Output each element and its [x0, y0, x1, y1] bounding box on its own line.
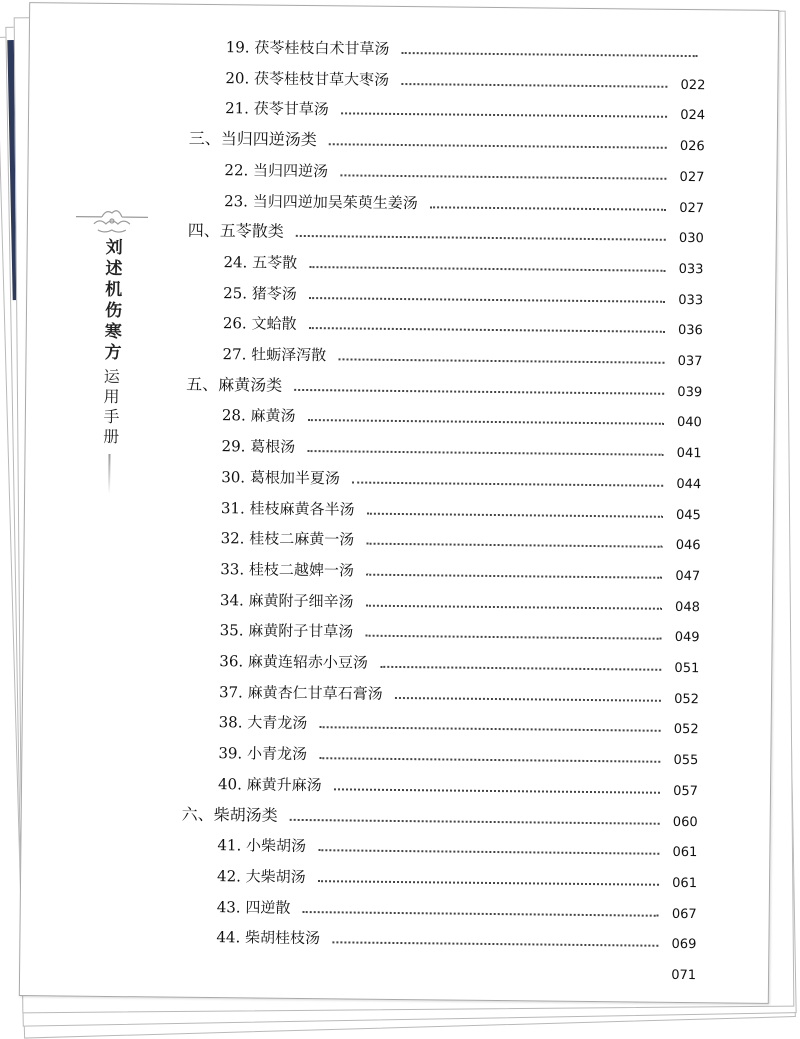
leader-dots	[365, 635, 661, 640]
toc-entry-row	[223, 250, 703, 277]
leader-dots	[318, 880, 659, 886]
leader-dots	[319, 727, 660, 733]
toc-category-row	[186, 372, 702, 399]
page-number: 044	[671, 477, 701, 492]
formula-title: 25. 猪苓汤	[223, 282, 297, 304]
page-number: 033	[673, 262, 703, 277]
toc-entry-row	[222, 404, 702, 431]
leader-dots	[319, 757, 660, 763]
page-number: 033	[673, 292, 703, 307]
leader-dots	[309, 297, 665, 303]
page-number: 030	[674, 231, 704, 246]
leader-dots	[338, 358, 664, 363]
formula-title: 44. 柴胡桂枝汤	[216, 926, 320, 948]
page-number: 061	[667, 845, 697, 860]
leader-dots	[430, 206, 666, 210]
leader-dots	[366, 604, 662, 609]
leader-dots	[309, 266, 665, 272]
page-number: 049	[670, 630, 700, 645]
category-title: 五、麻黄汤类	[186, 371, 282, 395]
toc-entry-row	[220, 588, 700, 615]
toc-entry-row	[222, 342, 702, 369]
page-number: 027	[674, 200, 704, 215]
toc-entry-row	[224, 189, 704, 216]
page-number: 067	[667, 906, 697, 921]
formula-title: 37. 麻黄杏仁甘草石膏汤	[219, 681, 383, 704]
leader-dots	[308, 327, 664, 333]
book-subtitle: 运用手册	[97, 368, 124, 448]
toc-entry-row	[217, 895, 697, 922]
formula-title: 38. 大青龙汤	[219, 712, 308, 734]
toc-entry-row	[226, 35, 706, 62]
toc-entry-row	[225, 97, 705, 124]
toc-entry-row	[218, 741, 698, 768]
formula-title: 24. 五苓散	[223, 251, 297, 273]
page-number: 026	[675, 139, 705, 154]
leader-dots	[307, 419, 663, 425]
toc-entry-row	[219, 649, 699, 676]
leader-dots	[290, 818, 660, 824]
formula-title: 30. 葛根加半夏汤	[221, 466, 340, 488]
toc-category-row	[182, 802, 698, 829]
page-number: 037	[672, 354, 702, 369]
book-title: 刘述机伤寒方	[97, 238, 124, 364]
page-number: 040	[672, 415, 702, 430]
leader-dots	[329, 143, 667, 149]
page-number: 051	[669, 661, 699, 676]
toc-entry-row	[221, 496, 701, 523]
toc-entry-row	[221, 434, 701, 461]
page-number: 071	[666, 968, 696, 983]
leader-dots	[366, 574, 662, 579]
formula-title: 43. 四逆散	[217, 896, 291, 918]
page-number: 022	[675, 78, 705, 93]
page-number: 039	[672, 385, 702, 400]
toc-entry-row	[216, 956, 696, 983]
toc-entry-row	[225, 66, 705, 93]
leader-dots	[341, 113, 667, 118]
toc-category-row	[189, 127, 705, 154]
toc-entry-row	[220, 557, 700, 584]
page-number: 052	[669, 692, 699, 707]
formula-title: 27. 牡蛎泽泻散	[222, 343, 326, 365]
page-number: 046	[670, 538, 700, 553]
formula-title: 35. 麻黄附子甘草汤	[220, 619, 354, 641]
leader-dots	[332, 942, 658, 947]
leader-dots	[340, 174, 666, 179]
formula-title: 29. 葛根汤	[221, 435, 295, 457]
leader-dots	[401, 83, 667, 88]
formula-title: 32. 桂枝二麻黄一汤	[221, 527, 355, 549]
formula-title: 21. 茯苓甘草汤	[225, 98, 329, 120]
toc-category-row	[188, 219, 704, 246]
page-number: 055	[668, 753, 698, 768]
toc-entry-row	[224, 158, 704, 185]
formula-title: 20. 茯苓桂枝甘草大枣汤	[225, 67, 389, 90]
formula-title: 28. 麻黄汤	[222, 405, 296, 427]
page-number: 036	[673, 323, 703, 338]
formula-title: 23. 当归四逆加吴茱萸生姜汤	[224, 190, 418, 213]
toc-entry-row	[218, 772, 698, 799]
leader-dots	[318, 849, 659, 855]
toc-entry-row	[220, 618, 700, 645]
formula-title: 41. 小柴胡汤	[217, 834, 306, 856]
leader-dots	[294, 389, 664, 395]
page-number: 069	[666, 937, 696, 952]
page-number: 057	[668, 784, 698, 799]
page-number: 048	[670, 599, 700, 614]
formula-title: 33. 桂枝二越婢一汤	[220, 558, 354, 580]
formula-title: 40. 麻黄升麻汤	[218, 773, 322, 795]
page-number: 061	[667, 876, 697, 891]
formula-title: 39. 小青龙汤	[218, 742, 307, 764]
toc-entry-row	[217, 864, 697, 891]
formula-title: 19. 茯苓桂枝白术甘草汤	[226, 36, 390, 59]
page-number: 041	[671, 446, 701, 461]
leader-dots	[401, 52, 697, 57]
formula-title: 34. 麻黄附子细辛汤	[220, 589, 354, 611]
leader-dots	[367, 512, 663, 517]
toc-entry-row	[221, 526, 701, 553]
page-number: 052	[669, 722, 699, 737]
toc-entry-row	[221, 465, 701, 492]
toc-entry-row	[223, 281, 703, 308]
toc-entry-row	[219, 680, 699, 707]
page-number: 047	[670, 569, 700, 584]
leader-dots	[334, 788, 660, 793]
leader-dots	[302, 911, 658, 917]
toc-entry-row	[219, 711, 699, 738]
toc-entry-row	[216, 925, 696, 952]
leader-dots	[352, 481, 663, 486]
toc-page	[19, 2, 779, 1004]
toc-entry-row	[223, 311, 703, 338]
leader-dots	[395, 697, 661, 702]
page-number: 024	[675, 108, 705, 123]
formula-title: 42. 大柴胡汤	[217, 865, 306, 887]
leader-dots	[380, 666, 661, 671]
leader-dots	[307, 450, 663, 456]
formula-title: 36. 麻黄连轺赤小豆汤	[219, 650, 368, 673]
formula-title: 26. 文蛤散	[223, 312, 297, 334]
category-title: 三、当归四逆汤类	[189, 126, 317, 150]
leader-dots	[366, 543, 662, 548]
formula-title: 31. 桂枝麻黄各半汤	[221, 497, 355, 519]
category-title: 四、五苓散类	[188, 218, 284, 242]
leader-dots	[296, 235, 666, 241]
formula-title: 22. 当归四逆汤	[224, 159, 328, 181]
category-title: 六、柴胡汤类	[182, 801, 278, 825]
page-number: 045	[671, 507, 701, 522]
page-number: 027	[674, 170, 704, 185]
page-number: 060	[668, 814, 698, 829]
table-of-contents	[20, 3, 778, 1003]
toc-entry-row	[217, 833, 697, 860]
